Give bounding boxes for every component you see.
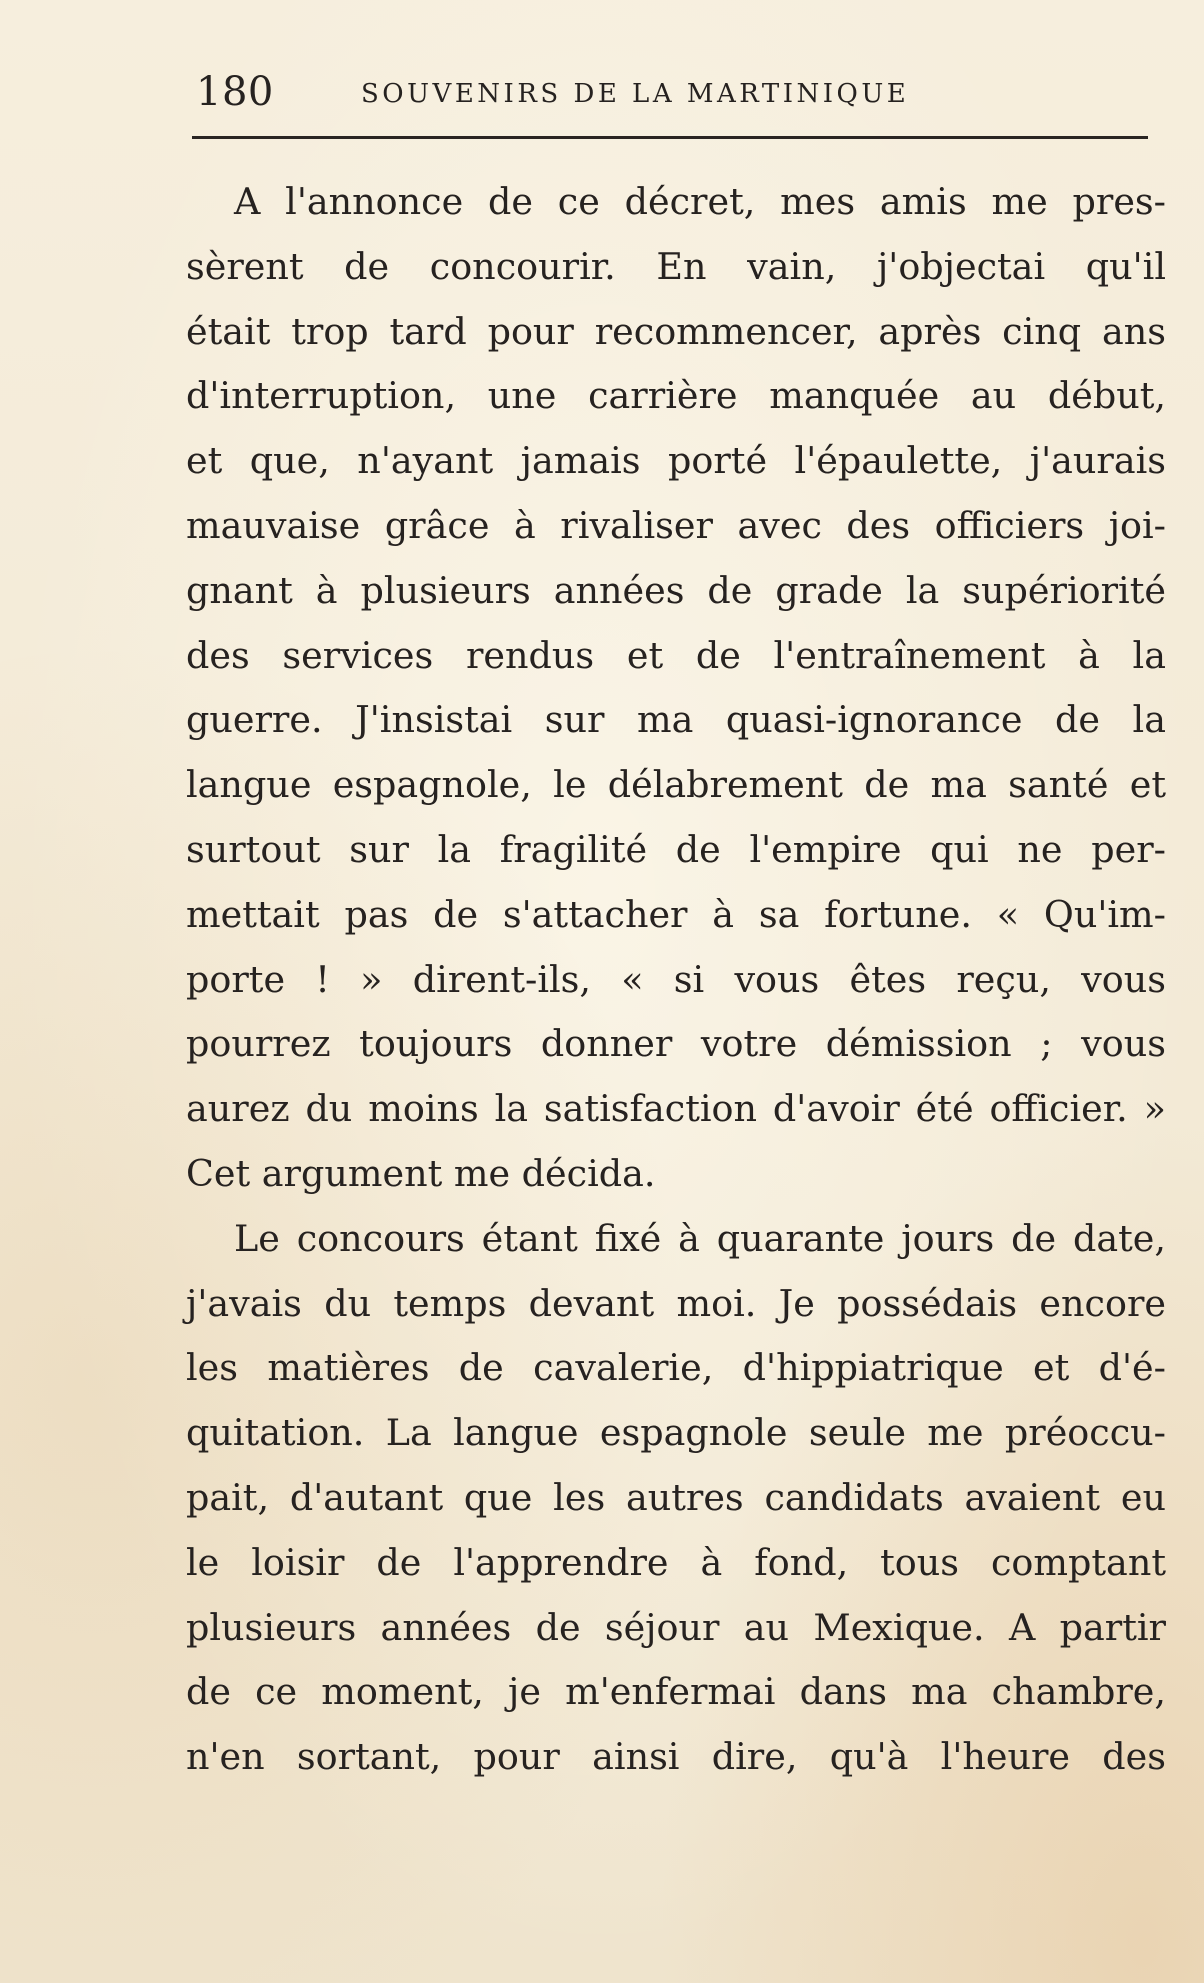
text-line: le loisir de l'apprendre à fond, tous comptant [186,1540,1166,1584]
text-line: sèrent de concourir. En vain, j'objectai qu'il [186,244,1166,288]
text-line: Le concours étant fixé à quarante jours de date, [234,1216,1166,1260]
text-line: gnant à plusieurs années de grade la supériorité [186,568,1166,612]
text-line: les matières de cavalerie, d'hippiatrique et d'é- [186,1346,1166,1390]
text-line: et que, n'ayant jamais porté l'épaulette, j'aurais [186,439,1166,483]
text-line: des services rendus et de l'entraînement à la [186,633,1166,677]
text-line: n'en sortant, pour ainsi dire, qu'à l'heure des [186,1735,1166,1779]
text-line: de ce moment, je m'enfermai dans ma chambre, [186,1670,1166,1714]
text-line: pourrez toujours donner votre démission ; vous [186,1022,1166,1066]
text-line: j'avais du temps devant moi. Je possédais encore [186,1281,1166,1325]
text-line: d'interruption, une carrière manquée au début, [186,374,1166,418]
text-line: Cet argument me décida. [186,1151,656,1195]
text-line: guerre. J'insistai sur ma quasi-ignorance de la [186,698,1166,742]
page-number: 180 [196,69,274,115]
text-line: quitation. La langue espagnole seule me préoccu- [186,1411,1166,1455]
text-line: mettait pas de s'attacher à sa fortune. « Qu'im- [186,892,1166,936]
running-title: SOUVENIRS DE LA MARTINIQUE [361,79,910,109]
text-line: langue espagnole, le délabrement de ma santé et [186,763,1166,807]
text-line: surtout sur la fragilité de l'empire qui ne per- [186,827,1166,871]
text-line: A l'annonce de ce décret, mes amis me pres- [234,180,1166,223]
running-head [186,62,1148,122]
text-line: aurez du moins la satisfaction d'avoir été officier. » [186,1087,1166,1131]
text-line: porte ! » dirent-ils, « si vous êtes reçu, vous [186,957,1166,1001]
body-text [186,170,1166,1790]
text-line: pait, d'autant que les autres candidats avaient eu [186,1475,1166,1519]
text-line: mauvaise grâce à rivaliser avec des officiers joi- [186,503,1166,547]
header-rule [192,136,1148,139]
text-line: était trop tard pour recommencer, après cinq ans [186,309,1166,353]
text-line: plusieurs années de séjour au Mexique. A partir [186,1605,1166,1649]
